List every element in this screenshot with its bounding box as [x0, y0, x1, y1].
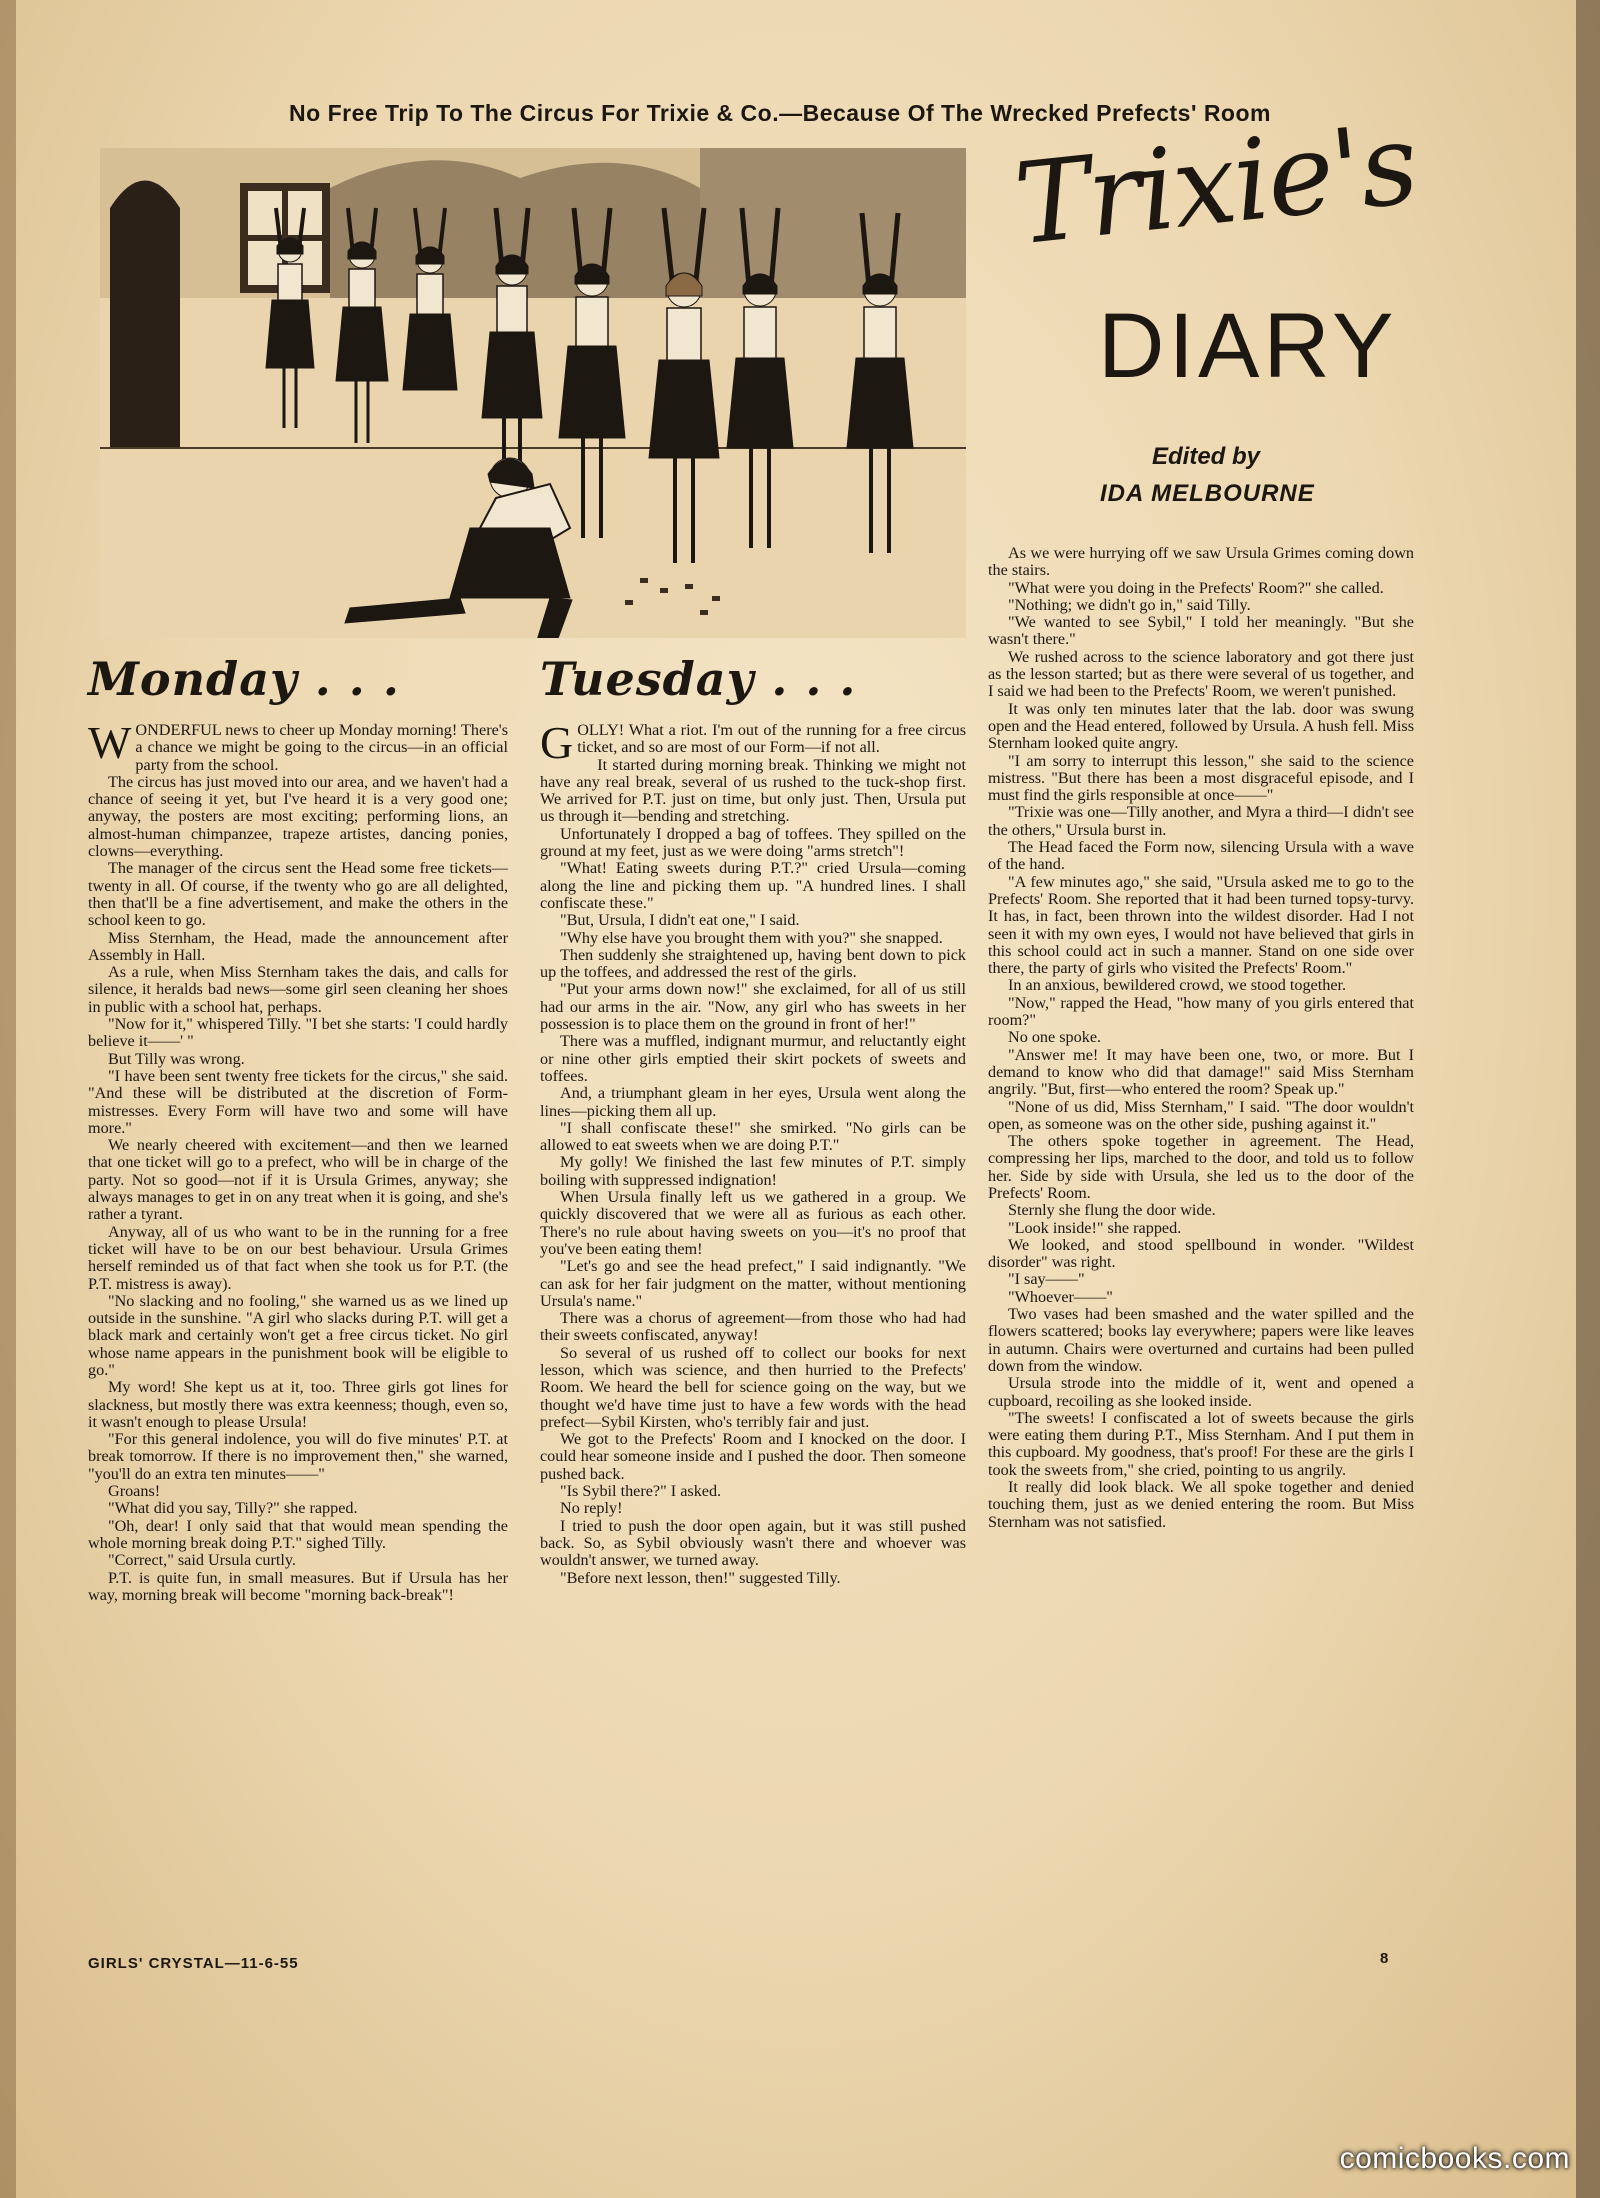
tuesday-column: [540, 717, 966, 1587]
continued-paragraph: "Answer me! It may have been one, two, or more. But I demand to know who did that damage!" said Miss Sternham angrily. "But, first—who entered the room? Speak up.": [988, 1045, 1414, 1099]
tuesday-paragraph: "Why else have you brought them with you?" she snapped.: [560, 928, 943, 947]
continued-paragraph: "Look inside!" she rapped.: [1008, 1218, 1182, 1237]
continued-paragraph: "I say——": [1008, 1270, 1085, 1289]
tuesday-paragraph: "Is Sybil there?" I asked.: [560, 1482, 722, 1501]
monday-paragraph: "I have been sent twenty free tickets for the circus," she said. "And these will be distributed at the discretion of Form-mistresses. Every Form will have two and some will have more.": [88, 1066, 508, 1137]
tuesday-paragraph: "What! Eating sweets during P.T.?" cried Ursula—coming along the line and picking them up. "A hundred lines. I shall confiscate these.": [540, 859, 966, 912]
tuesday-paragraph: We got to the Prefects' Room and I knocked on the door. I could hear someone inside and I pushed the door. Then someone pushed back.: [540, 1430, 966, 1483]
tuesday-paragraph: "Let's go and see the head prefect," I said indignantly. "We can ask for her fair judgment on the matter, without mentioning Ursula's name.": [540, 1257, 966, 1310]
continued-paragraph: In an anxious, bewildered crowd, we stood together.: [1008, 976, 1347, 995]
page-number: 8: [1380, 1950, 1389, 1967]
monday-paragraph: Anyway, all of us who want to be in the running for a free ticket will have to be on our best behaviour. Ursula Grimes herself reminded us of that fact when she took us for P.T. (the P.T. mistress is away).: [88, 1222, 508, 1293]
continued-paragraph: Sternly she flung the door wide.: [1008, 1201, 1216, 1220]
tuesday-paragraph: It started during morning break. Thinking we might not have any real break, several of us rushed to the tuck-shop first. We arrived for P.T. just on time, but only just. Then, Ursula put us through it—bending and stretching.: [540, 755, 966, 826]
continued-paragraph: As we were hurrying off we saw Ursula Grimes coming down the stairs.: [988, 544, 1414, 580]
monday-paragraph: "Correct," said Ursula curtly.: [108, 1551, 296, 1570]
monday-dropcap: W: [88, 717, 132, 768]
tuesday-paragraph: My golly! We finished the last few minutes of P.T. simply boiling with suppressed indignation!: [540, 1153, 966, 1189]
continued-paragraph: It really did look black. We all spoke together and denied touching them, just as we denied entering the room. But Miss Sternham was not satisfied.: [988, 1478, 1414, 1531]
tuesday-paragraph: There was a chorus of agreement—from those who had had their sweets confiscated, anyway!: [540, 1309, 966, 1345]
continued-paragraph: "I am sorry to interrupt this lesson," she said to the science mistress. "But there has been a most disgraceful episode, and I must find the girls responsible at once——": [988, 751, 1414, 805]
tuesday-paragraph: "I shall confiscate these!" she smirked. "No girls can be allowed to eat sweets when we are doing P.T.": [540, 1118, 966, 1155]
continued-paragraph: "None of us did, Miss Sternham," I said. "The door wouldn't open, as someone was on the other side, pushing against it.": [988, 1097, 1414, 1133]
continued-paragraph: The Head faced the Form now, silencing Ursula with a wave of the hand.: [988, 838, 1414, 874]
monday-paragraph: My word! She kept us at it, too. Three girls got lines for slackness, but mostly there was extra keenness; though, even so, it wasn't enough to please Ursula!: [88, 1378, 508, 1431]
monday-paragraph: But Tilly was wrong.: [108, 1049, 245, 1068]
headline: No Free Trip To The Circus For Trixie & Co.—Because Of The Wrecked Prefects' Room: [289, 100, 1271, 126]
monday-paragraph: The manager of the circus sent the Head some free tickets—twenty in all. Of course, if the twenty who go are all delighted, then that'll be a fine advertisement, and make the others in the school keen to go.: [88, 859, 508, 930]
continued-paragraph: "What were you doing in the Prefects' Room?" she called.: [1008, 578, 1384, 597]
tuesday-paragraph: There was a muffled, indignant murmur, and reluctantly eight or nine other girls emptied their skirt pockets of sweets and toffees.: [540, 1032, 966, 1085]
tuesday-paragraph: "Put your arms down now!" she exclaimed, for all of us still had our arms in the air. "Now, any girl who has sweets in her possession is to place them on the ground in front of her!": [540, 980, 966, 1034]
tuesday-paragraph: OLLY! What a riot. I'm out of the running for a free circus ticket, and so are most of our Form—if not all.: [577, 721, 966, 757]
tuesday-heading: Tuesday . . .: [540, 652, 857, 706]
tuesday-paragraph: Unfortunately I dropped a bag of toffees. They spilled on the ground at my feet, just as we were doing "arms stretch"!: [540, 824, 966, 861]
pt-class-illustration: [100, 148, 966, 638]
monday-paragraph: "Now for it," whispered Tilly. "I bet she starts: 'I could hardly believe it——' ": [88, 1015, 508, 1051]
page-edge-right: [1576, 0, 1600, 2198]
masthead-title-script: Trixie's: [1009, 99, 1423, 271]
monday-paragraph: P.T. is quite fun, in small measures. But if Ursula has her way, morning break will become "morning back-break"!: [88, 1568, 508, 1604]
monday-paragraph: As a rule, when Miss Sternham takes the dais, and calls for silence, it heralds bad news—some girl seen cleaning her shoes in public with a school hat, perhaps.: [88, 963, 508, 1016]
editor-name: IDA MELBOURNE: [1100, 480, 1315, 507]
monday-paragraph: "What did you say, Tilly?" she rapped.: [108, 1499, 358, 1518]
continued-paragraph: "Whoever——": [1008, 1287, 1113, 1306]
tuesday-paragraph: "Before next lesson, then!" suggested Tilly.: [560, 1568, 841, 1587]
monday-paragraph: ONDERFUL news to cheer up Monday morning! There's a chance we might be going to the circus—in an official party from the school.: [135, 721, 508, 774]
tuesday-paragraph: No reply!: [560, 1499, 623, 1518]
continued-paragraph: Two vases had been smashed and the water spilled and the flowers scattered; books lay everywhere; papers were like leaves in autumn. Chairs were overturned and curtains had been pulled down from the window.: [988, 1305, 1414, 1375]
continued-column: [988, 545, 1414, 1531]
page-edge-left: [0, 0, 16, 2198]
monday-paragraph: The circus has just moved into our area, and we haven't had a chance of seeing it yet, but I've heard it is a very good one; anyway, the posters are most exciting; performing lions, an almost-human chimpanzee, trapeze artistes, dancing ponies, clowns—everything.: [88, 772, 508, 861]
continued-paragraph: It was only ten minutes later that the lab. door was swung open and the Head entered, followed by Ursula. A hush fell. Miss Sternham looked quite angry.: [988, 699, 1414, 753]
continued-paragraph: We rushed across to the science laboratory and got there just as the lesson started; but as there were several of us together, and I said we had been to the Prefects' Room, we weren't punished.: [988, 647, 1414, 701]
monday-heading: Monday . . .: [88, 652, 400, 706]
site-watermark: comicbooks.com: [1339, 2142, 1570, 2175]
continued-paragraph: "Nothing; we didn't go in," said Tilly.: [1008, 595, 1251, 614]
continued-paragraph: "A few minutes ago," she said, "Ursula asked me to go to the Prefects' Room. She reported that it had been turned topsy-turvy. It has, in fact, been thrown into the wildest disorder. Had I not seen it with my own eyes, I would not have believed that girls in this school could act in such a manner. Stand on one side over there, the party of girls who visited the Prefects' Room.": [988, 872, 1414, 978]
tuesday-paragraph: Then suddenly she straightened up, having bent down to pick up the toffees, and addressed the rest of the girls.: [540, 945, 966, 982]
monday-paragraph: "For this general indolence, you will do five minutes' P.T. at break tomorrow. If there is no improvement then," she warned, "you'll do an extra ten minutes——": [88, 1430, 508, 1483]
tuesday-paragraph: "But, Ursula, I didn't eat one," I said.: [560, 911, 800, 930]
continued-paragraph: "Now," rapped the Head, "how many of you girls entered that room?": [988, 993, 1414, 1030]
edited-by-label: Edited by: [1152, 443, 1261, 470]
tuesday-paragraph: I tried to push the door open again, but it was still pushed back. So, as Sybil obviously wasn't there and whoever was wouldn't answer, we turned away.: [540, 1516, 966, 1570]
monday-paragraph: We nearly cheered with excitement—and then we learned that one ticket will go to a prefect, who will be in charge of the party. Not so good—not if it is Ursula Grimes, anyway; she always manages to get in on any treat when it is going, and she's rather a tyrant.: [88, 1136, 508, 1224]
monday-paragraph: Groans!: [108, 1482, 161, 1501]
monday-paragraph: "No slacking and no fooling," she warned us as we lined up outside in the sunshine. "A girl who slacks during P.T. will get a black mark and certainly won't get a free circus ticket. No girl whose name appears in the punishment book will be eligible to go.": [88, 1291, 508, 1379]
continued-paragraph: "Trixie was one—Tilly another, and Myra a third—I didn't see the others," Ursula burst in.: [988, 803, 1414, 839]
issue-footer: GIRLS' CRYSTAL—11-6-55: [88, 1955, 299, 1972]
continued-paragraph: Ursula strode into the middle of it, went and opened a cupboard, recoiling as she looked inside.: [988, 1374, 1414, 1410]
continued-paragraph: The others spoke together in agreement. The Head, compressing her lips, marched to the door, and told us to follow her. Side by side with Ursula, she led us to the door of the Prefects' Room.: [988, 1132, 1414, 1202]
tuesday-paragraph: When Ursula finally left us we gathered in a group. We quickly discovered that we were all as furious as each other. There's no rule about having sweets on you—it's no proof that you've been eating them!: [540, 1188, 966, 1258]
continued-paragraph: We looked, and stood spellbound in wonder. "Wildest disorder" was right.: [988, 1235, 1414, 1272]
tuesday-paragraph: And, a triumphant gleam in her eyes, Ursula went along the lines—picking them all up.: [540, 1084, 966, 1120]
tuesday-paragraph: So several of us rushed off to collect our books for next lesson, which was science, and then hurried to the Prefects' Room. We heard the bell for science going on the way, but we thought we'd have time just to have a few words with the head prefect—Sybil Kirsten, who's terribly fair and just.: [540, 1343, 966, 1431]
monday-paragraph: "Oh, dear! I only said that that would mean spending the whole morning break doing P.T." sighed Tilly.: [88, 1516, 508, 1552]
monday-column: [88, 717, 508, 1604]
continued-paragraph: No one spoke.: [1008, 1028, 1102, 1047]
masthead-title-block: DIARY: [1098, 295, 1398, 397]
continued-paragraph: "We wanted to see Sybil," I told her meaningly. "But she wasn't there.": [988, 613, 1414, 649]
continued-paragraph: "The sweets! I confiscated a lot of sweets because the girls were eating them during P.T., Miss Sternham. And I put them in this cupboard. My goodness, that's proof! For these are the girls I took the sweets from," she cried, pointing to us angrily.: [988, 1408, 1414, 1479]
monday-paragraph: Miss Sternham, the Head, made the announcement after Assembly in Hall.: [88, 928, 508, 964]
tuesday-dropcap: G: [540, 717, 574, 768]
